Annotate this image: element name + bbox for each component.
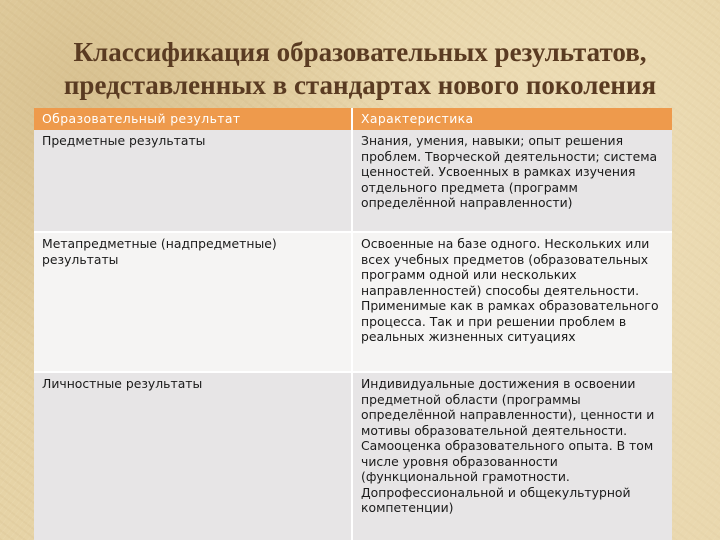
description-text: Индивидуальные достижения в освоении предметной области (программы определённой направленности), ценности и мотивы образовательной деятельности. Самооценка образовательного опыта. В том числе уровня образованности (функциональной грамотности. Допрофессиональной и общекультурной компетенции) xyxy=(361,376,655,515)
result-cell xyxy=(34,232,352,372)
table-row xyxy=(34,372,672,540)
result-text: Метапредметные (надпредметные) результаты xyxy=(42,236,277,267)
slide-title-line-1: Классификация образовательных результатов, xyxy=(73,37,647,67)
classification-table-container xyxy=(34,108,672,540)
header-result: Образовательный результат xyxy=(34,108,352,130)
result-cell xyxy=(34,130,352,232)
description-text: Знания, умения, навыки; опыт решения проблем. Творческой деятельности; система ценностей. Усвоенных в рамках изучения отдельного предмета (программ определённой направленности) xyxy=(361,133,658,210)
slide-title-line-2: представленных в стандартах нового поколения xyxy=(63,70,657,100)
result-text: Предметные результаты xyxy=(42,133,206,148)
result-text: Личностные результаты xyxy=(42,376,203,391)
slide-title xyxy=(0,36,720,102)
table-row xyxy=(34,130,672,232)
table-header-row xyxy=(34,108,672,130)
classification-table xyxy=(34,108,672,540)
description-cell xyxy=(352,130,672,232)
description-cell xyxy=(352,232,672,372)
description-cell xyxy=(352,372,672,540)
description-text: Освоенные на базе одного. Нескольких или всех учебных предметов (образовательных программ одной или нескольких направленностей) способы деятельности. Применимые как в рамках образовательного процесса. Так и при решении проблем в реальных жизненных ситуациях xyxy=(361,236,659,344)
header-description: Характеристика xyxy=(352,108,672,130)
result-cell xyxy=(34,372,352,540)
table-row xyxy=(34,232,672,372)
